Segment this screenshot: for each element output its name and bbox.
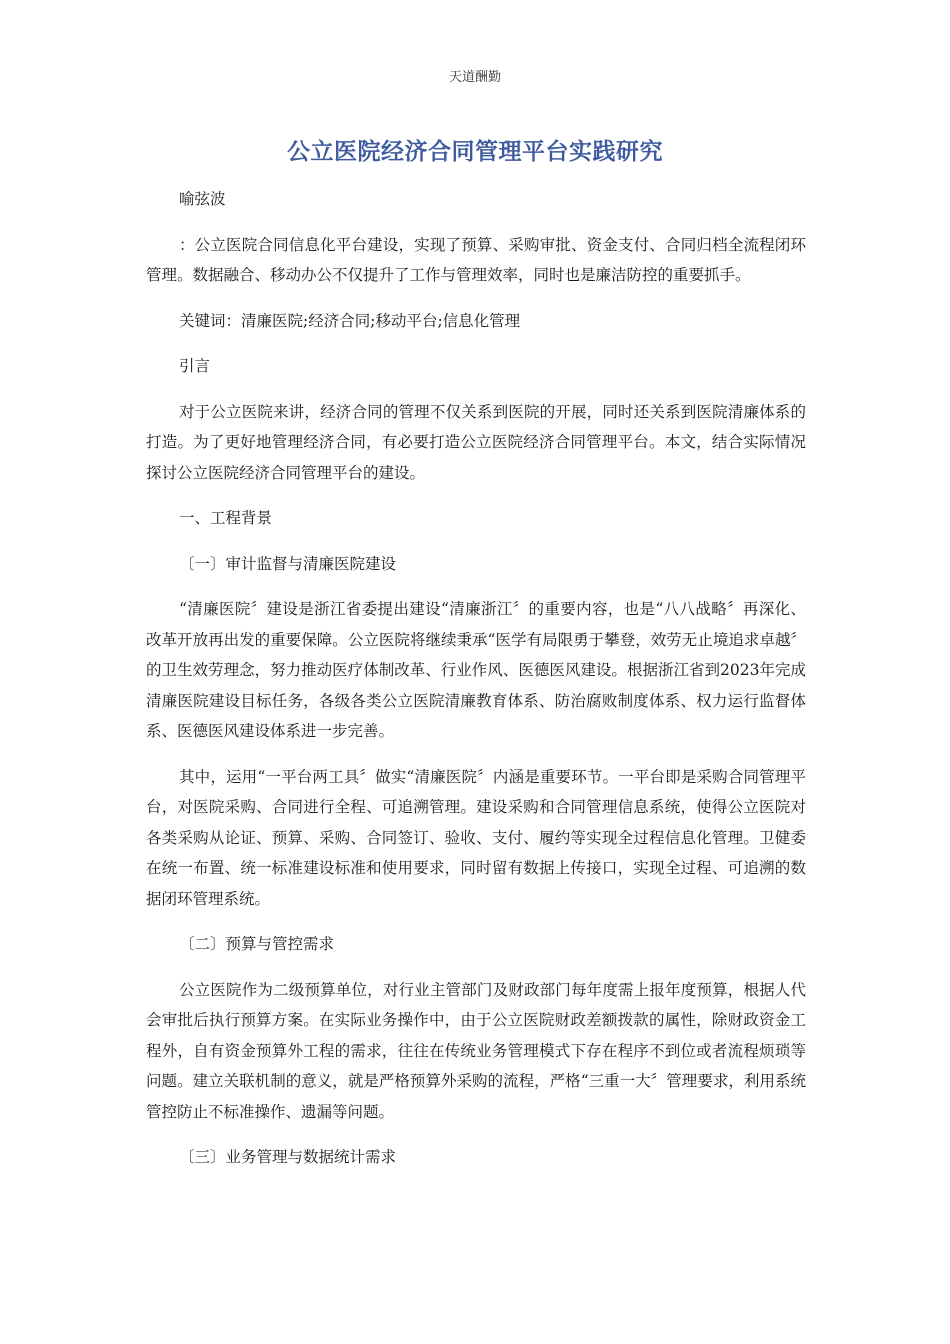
- abstract-paragraph: ：公立医院合同信息化平台建设，实现了预算、采购审批、资金支付、合同归档全流程闭环管理。数据融合、移动办公不仅提升了工作与管理效率，同时也是廉洁防控的重要抓手。: [146, 235, 806, 284]
- subsection-heading: 〔一〕审计监督与清廉医院建设: [179, 554, 397, 573]
- intro-paragraph: 对于公立医院来讲，经济合同的管理不仅关系到医院的开展，同时还关系到医院清廉体系的打造。为了更好地管理经济合同，有必要打造公立医院经济合同管理平台。本文，结合实际情况探讨公立医院经济合同管理平台的建设。: [146, 402, 806, 482]
- page-header: 天道酬勤: [448, 70, 501, 85]
- keywords-line: 关键词：清廉医院;经济合同;移动平台;信息化管理: [179, 311, 521, 330]
- author-name: 喻弦波: [179, 190, 226, 208]
- body-paragraph: 其中，运用“一平台两工具〞做实“清廉医院〞内涵是重要环节。一平台即是采购合同管理平台，对医院采购、合同进行全程、可追溯管理。建设采购和合同管理信息系统，使得公立医院对各类采购从论证、预算、采购、合同签订、验收、支付、履约等实现全过程信息化管理。卫健委在统一布置、统一标准建设标准和使用要求，同时留有数据上传接口，实现全过程、可追溯的数据闭环管理系统。: [146, 767, 806, 908]
- body-paragraph: “清廉医院〞建设是浙江省委提出建设“清廉浙江〞的重要内容，也是“八八战略〞再深化、改革开放再出发的重要保障。公立医院将继续秉承“医学有局限勇于攀登，效劳无止境追求卓越〞的卫生效劳理念，努力推动医疗体制改革、行业作风、医德医风建设。根据浙江省到2023年完成清廉医院建设目标任务，各级各类公立医院清廉教育体系、防治腐败制度体系、权力运行监督体系、医德医风建设体系进一步完善。: [146, 600, 806, 740]
- subsection-heading: 〔二〕预算与管控需求: [179, 935, 335, 953]
- article-body: [146, 184, 806, 1173]
- body-paragraph: 公立医院作为二级预算单位，对行业主管部门及财政部门每年度需上报年度预算，根据人代会审批后执行预算方案。在实际业务操作中，由于公立医院财政差额拨款的属性，除财政资金工程外，自有资金预算外工程的需求，往往在传统业务管理模式下存在程序不到位或者流程烦琐等问题。建立关联机制的意义，就是严格预算外采购的流程，严格“三重一大〞管理要求，利用系统管控防止不标准操作、遗漏等问题。: [146, 980, 806, 1121]
- article-title: 公立医院经济合同管理平台实践研究: [287, 139, 663, 165]
- section-heading: 一、工程背景: [179, 509, 273, 527]
- subsection-heading: 〔三〕业务管理与数据统计需求: [179, 1148, 397, 1166]
- intro-heading: 引言: [179, 357, 211, 375]
